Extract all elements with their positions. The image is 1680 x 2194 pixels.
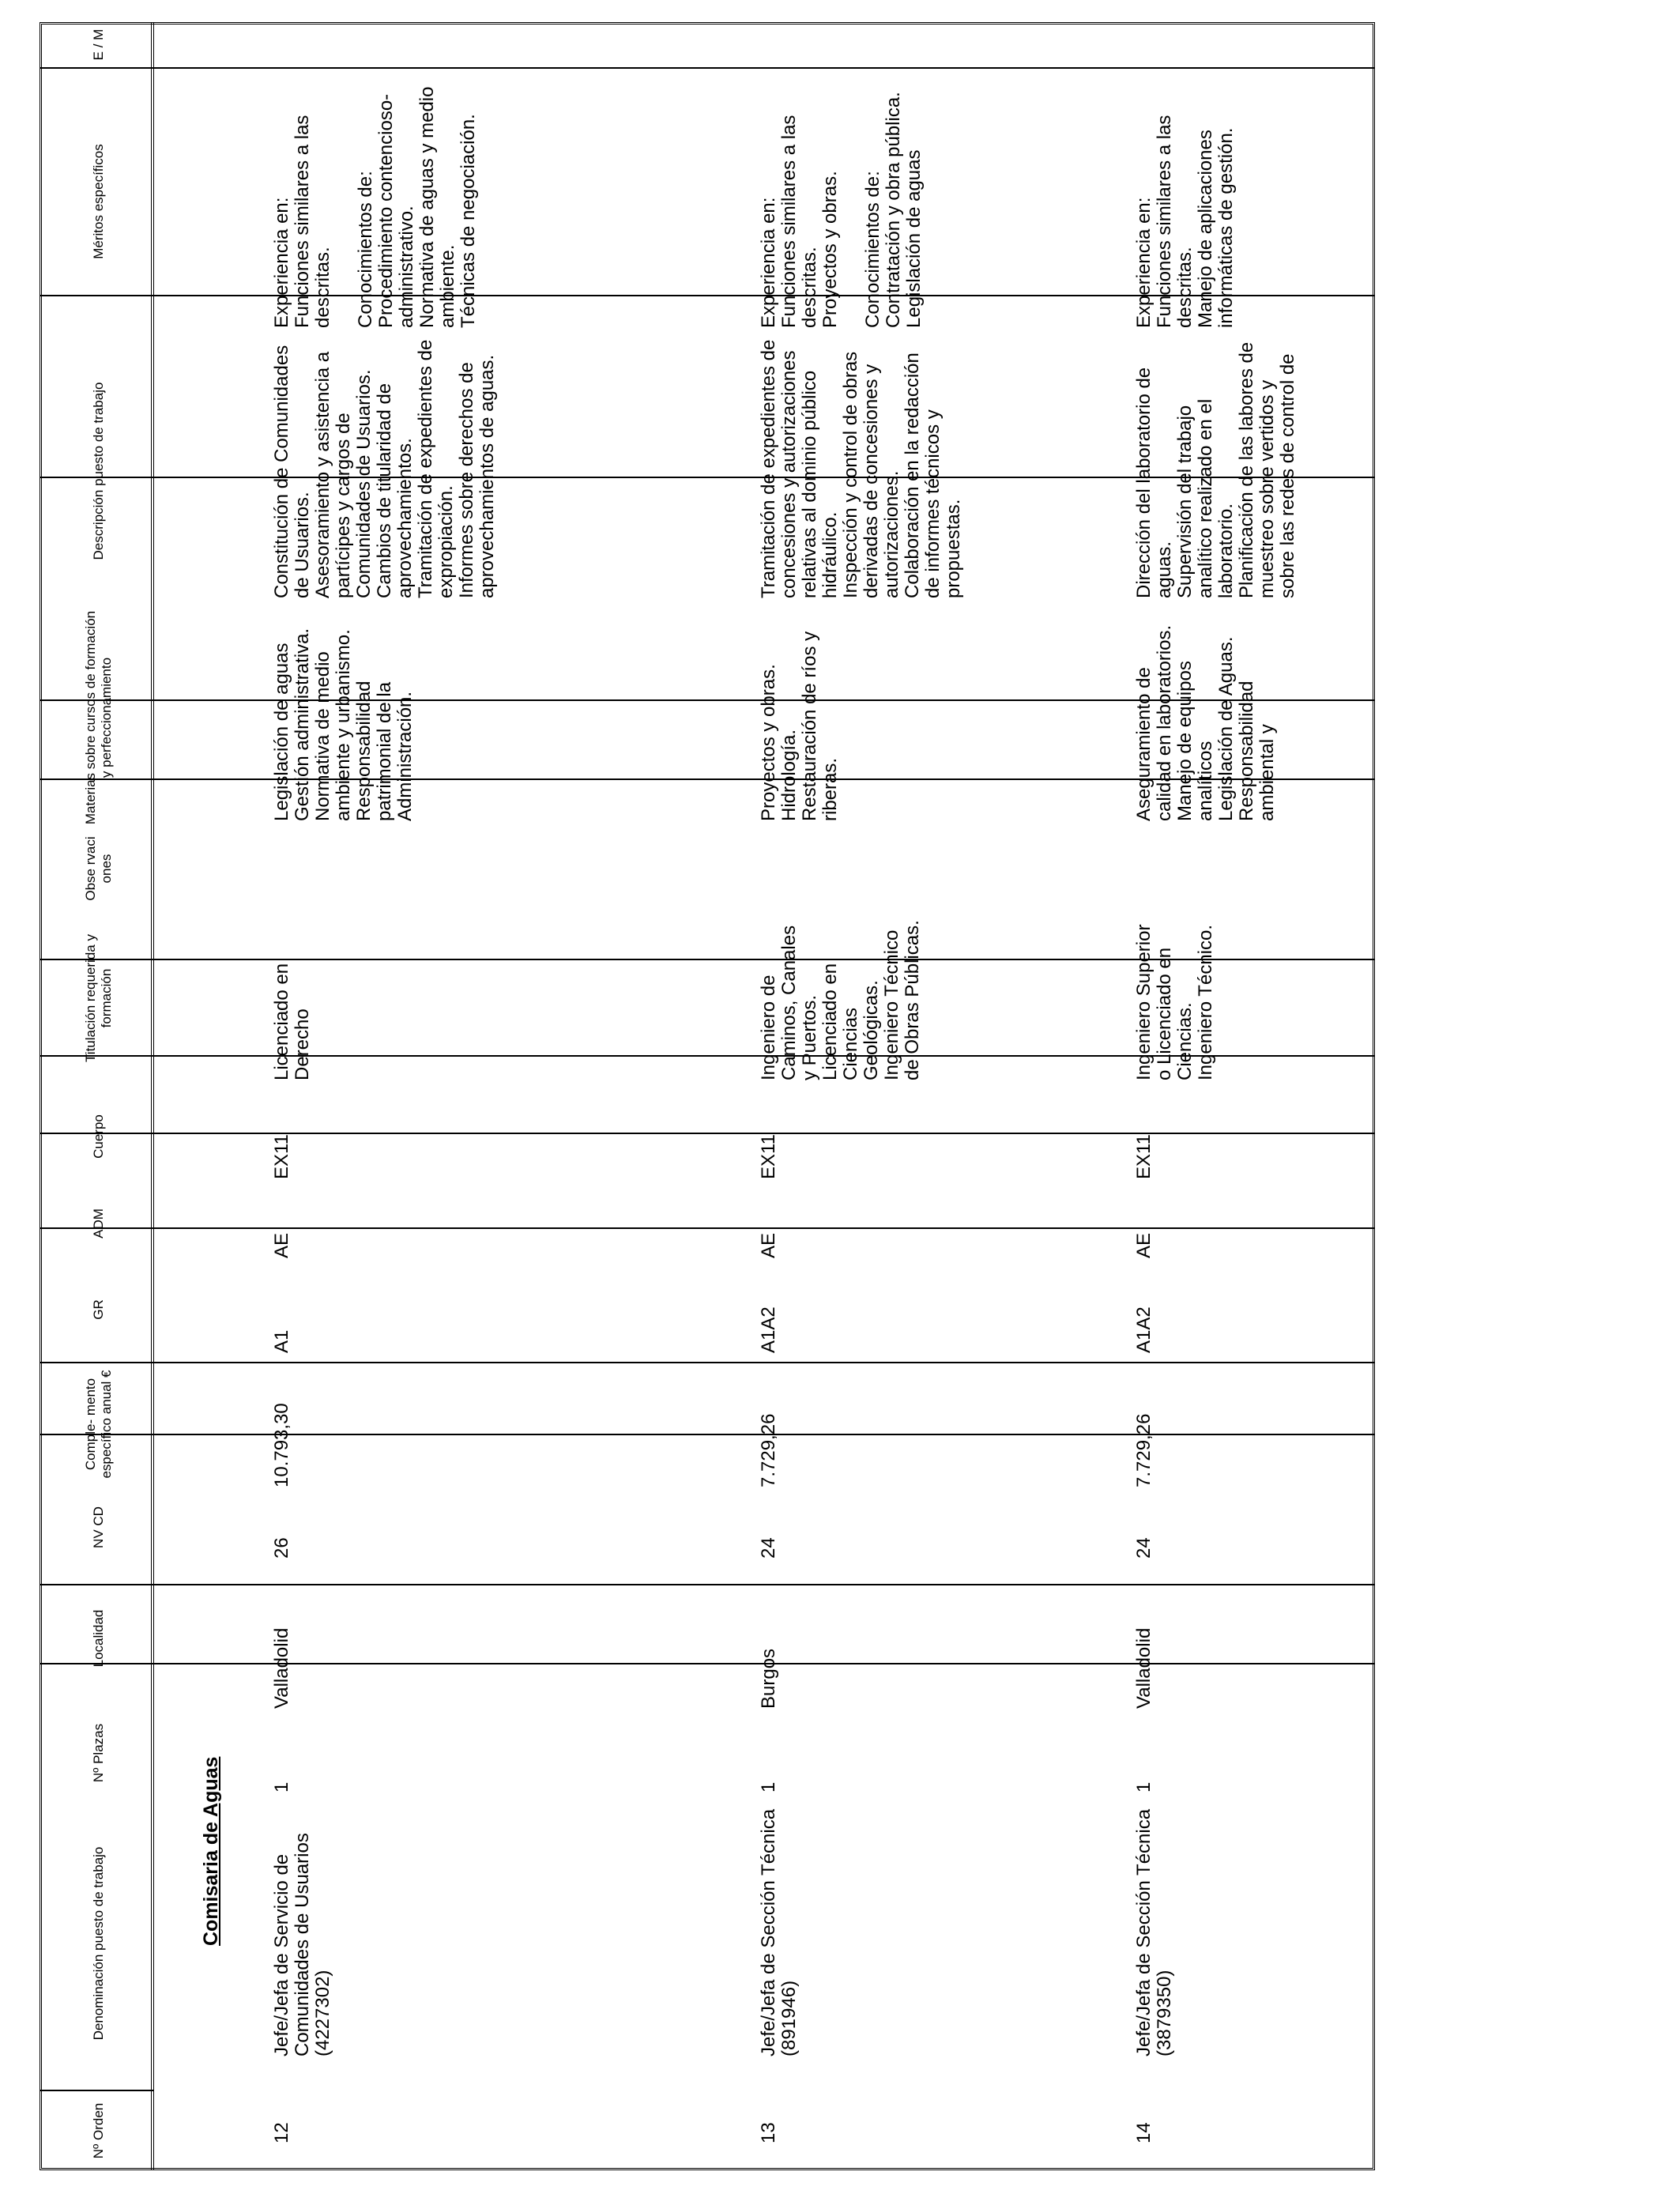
rotated-table bbox=[83, 22, 1373, 2167]
row-cuerpo: EX11 bbox=[1133, 1134, 1155, 1179]
meritos-line: Procedimiento contencioso-administrativo. bbox=[375, 93, 417, 328]
meritos-line: Normativa de aguas y medio ambiente. bbox=[416, 86, 458, 328]
meritos-line: Manejo de aplicaciones informáticas de gestión. bbox=[1195, 127, 1237, 328]
materias-line: Normativa de medio ambiente y urbanismo. bbox=[312, 629, 354, 821]
row-descripcion bbox=[1134, 337, 1298, 598]
row-complemento: 7.729,26 bbox=[1133, 1413, 1155, 1487]
header-nvcd: NV CD bbox=[91, 1506, 106, 1548]
descripcion-line: Inspección y control de obras derivadas de concesiones y autorizaciones. bbox=[840, 351, 902, 598]
meritos-line: Funciones similares a las descritas. bbox=[778, 115, 820, 328]
descripcion-line: Constitución de Comunidades de Usuarios. bbox=[271, 345, 313, 598]
row-cuerpo: EX11 bbox=[758, 1134, 779, 1179]
row-localidad: Burgos bbox=[758, 1648, 779, 1709]
meritos-line: Experiencia en: bbox=[271, 197, 292, 328]
header-descripcion: Descripción puesto de trabajo bbox=[91, 382, 106, 560]
header-denominacion: Denominación puesto de trabajo bbox=[91, 1846, 106, 2041]
descripcion-line: Tramitación de expedientes de expropiación. bbox=[415, 339, 457, 598]
row-complemento: 10.793,30 bbox=[271, 1403, 292, 1487]
descripcion-line: Cambios de titularidad de aprovechamientos. bbox=[374, 383, 416, 598]
row-orden: 12 bbox=[271, 2122, 292, 2143]
header-materias: Materias sobre cursos de formación y perfeccionamiento bbox=[83, 610, 114, 825]
materias-line: Responsabilidad patrimonial de la Administración. bbox=[353, 680, 416, 821]
col-separator bbox=[40, 67, 1375, 69]
meritos-line: Experiencia en: bbox=[758, 197, 779, 328]
row-materias bbox=[759, 616, 841, 821]
row-descripcion bbox=[759, 337, 964, 598]
materias-line: Hidrología. bbox=[778, 729, 800, 821]
row-localidad: Valladolid bbox=[271, 1627, 292, 1709]
col-separator bbox=[40, 2090, 154, 2091]
row-plazas: 1 bbox=[758, 1781, 779, 1793]
col-separator bbox=[40, 477, 1375, 478]
descripcion-line: Supervisión del trabajo analítico realizado en el laboratorio. bbox=[1174, 398, 1237, 598]
descripcion-line: Tramitación de expedientes de concesiones y autorizaciones relativas al dominio público hidráulico. bbox=[758, 339, 841, 598]
col-separator bbox=[40, 1055, 1375, 1057]
section-title: Comisaria de Aguas bbox=[200, 1756, 222, 1946]
materias-line: Legislación de aguas bbox=[271, 643, 292, 821]
row-nvcd: 24 bbox=[1133, 1537, 1155, 1559]
titulacion-line: Ingeniero Técnico de Obras Públicas. bbox=[881, 920, 923, 1080]
materias-line: Aseguramiento de calidad en laboratorios. bbox=[1133, 624, 1175, 821]
row-cuerpo: EX11 bbox=[271, 1134, 292, 1179]
row-complemento: 7.729,26 bbox=[758, 1413, 779, 1487]
col-separator bbox=[40, 1227, 1375, 1229]
meritos-line: Legislación de aguas bbox=[903, 149, 925, 328]
titulacion-line: Licenciado en Ciencias Geológicas. bbox=[819, 963, 882, 1080]
header-complemento: Comple- mento específico anual € bbox=[83, 1370, 114, 1479]
meritos-line: Funciones similares a las descritas. bbox=[292, 115, 333, 328]
row-descripcion bbox=[272, 337, 498, 598]
materias-line: Legislación de Aguas. bbox=[1215, 636, 1237, 821]
materias-line: Gestión administrativa. bbox=[292, 628, 313, 821]
row-localidad: Valladolid bbox=[1133, 1627, 1155, 1709]
row-meritos bbox=[1134, 71, 1237, 328]
row-materias bbox=[1134, 616, 1278, 821]
col-separator bbox=[40, 1133, 1375, 1134]
row-meritos bbox=[759, 71, 925, 328]
row-meritos bbox=[272, 71, 479, 328]
descripcion-line: Asesoramiento y asistencia a partícipes y cargos de Comunidades de Usuarios. bbox=[312, 351, 375, 598]
header-meritos: Méritos específicos bbox=[91, 144, 106, 259]
header-adm: ADM bbox=[91, 1208, 106, 1238]
titulacion-line: Ingeniero Técnico. bbox=[1195, 924, 1216, 1080]
header-localidad: Localidad bbox=[91, 1609, 106, 1668]
col-separator bbox=[40, 959, 1375, 960]
col-separator bbox=[40, 1434, 1375, 1435]
col-separator bbox=[40, 295, 1375, 296]
row-adm: AE bbox=[758, 1232, 779, 1258]
row-plazas: 1 bbox=[1133, 1781, 1155, 1793]
row-denominacion: Jefe/Jefa de Servicio de Comunidades de Usuarios (4227302) bbox=[271, 1833, 333, 2056]
col-separator bbox=[40, 778, 1375, 780]
header-titulacion: Titulación requerida y formación bbox=[83, 934, 114, 1062]
materias-line: Restauración de ríos y riberas. bbox=[799, 631, 841, 821]
row-orden: 13 bbox=[758, 2122, 779, 2143]
row-plazas: 1 bbox=[271, 1781, 292, 1793]
row-adm: AE bbox=[1133, 1232, 1155, 1258]
header-gr: GR bbox=[91, 1299, 106, 1320]
descripcion-line: Colaboración en la redacción de informes técnicos y propuestas. bbox=[902, 352, 964, 598]
meritos-line: Conocimientos de: bbox=[862, 171, 883, 328]
titulacion-line: Ingeniero Superior o Licenciado en Ciencias. bbox=[1133, 924, 1196, 1080]
meritos-line: Proyectos y obras. bbox=[819, 171, 841, 328]
row-denominacion: Jefe/Jefa de Sección Técnica (891946) bbox=[758, 1808, 800, 2056]
col-separator bbox=[40, 1663, 1375, 1664]
titulacion-line: Ingeniero de Caminos, Canales y Puertos. bbox=[758, 925, 820, 1080]
header-plazas: Nº Plazas bbox=[91, 1723, 106, 1783]
meritos-line: Experiencia en: bbox=[1133, 197, 1155, 328]
col-separator bbox=[40, 699, 1375, 701]
descripcion-line: Planificación de las labores de muestreo sobre vertidos y sobre las redes de control de bbox=[1236, 341, 1298, 598]
row-gr: A1A2 bbox=[1133, 1306, 1155, 1353]
materias-line: Proyectos y obras. bbox=[758, 664, 779, 821]
row-nvcd: 26 bbox=[271, 1537, 292, 1559]
header-observaciones: Obse rvaci ones bbox=[83, 836, 114, 901]
row-denominacion: Jefe/Jefa de Sección Técnica (3879350) bbox=[1133, 1808, 1175, 2056]
header-cuerpo: Cuerpo bbox=[91, 1114, 106, 1159]
row-adm: AE bbox=[271, 1232, 292, 1258]
meritos-line: Contratación y obra pública. bbox=[883, 92, 904, 328]
meritos-line: Conocimientos de: bbox=[355, 171, 376, 328]
meritos-line: Técnicas de negociación. bbox=[458, 114, 479, 328]
col-separator bbox=[40, 1362, 1375, 1363]
row-gr: A1A2 bbox=[758, 1306, 779, 1353]
row-orden: 14 bbox=[1133, 2122, 1155, 2143]
descripcion-line: Informes sobre derechos de aprovechamientos de aguas. bbox=[456, 354, 498, 598]
header-em: E / M bbox=[91, 28, 106, 61]
materias-line: Manejo de equipos analíticos bbox=[1174, 661, 1216, 821]
row-materias bbox=[272, 616, 416, 821]
row-gr: A1 bbox=[271, 1329, 292, 1353]
meritos-line: Funciones similares a las descritas. bbox=[1154, 115, 1196, 328]
col-separator bbox=[40, 1584, 1375, 1585]
materias-line: Responsabilidad ambiental y bbox=[1236, 680, 1278, 821]
header-orden: Nº Orden bbox=[91, 2102, 106, 2159]
row-nvcd: 24 bbox=[758, 1537, 779, 1559]
titulacion-line: Licenciado en Derecho bbox=[271, 963, 313, 1080]
descripcion-line: Dirección del laboratorio de aguas. bbox=[1133, 367, 1175, 598]
